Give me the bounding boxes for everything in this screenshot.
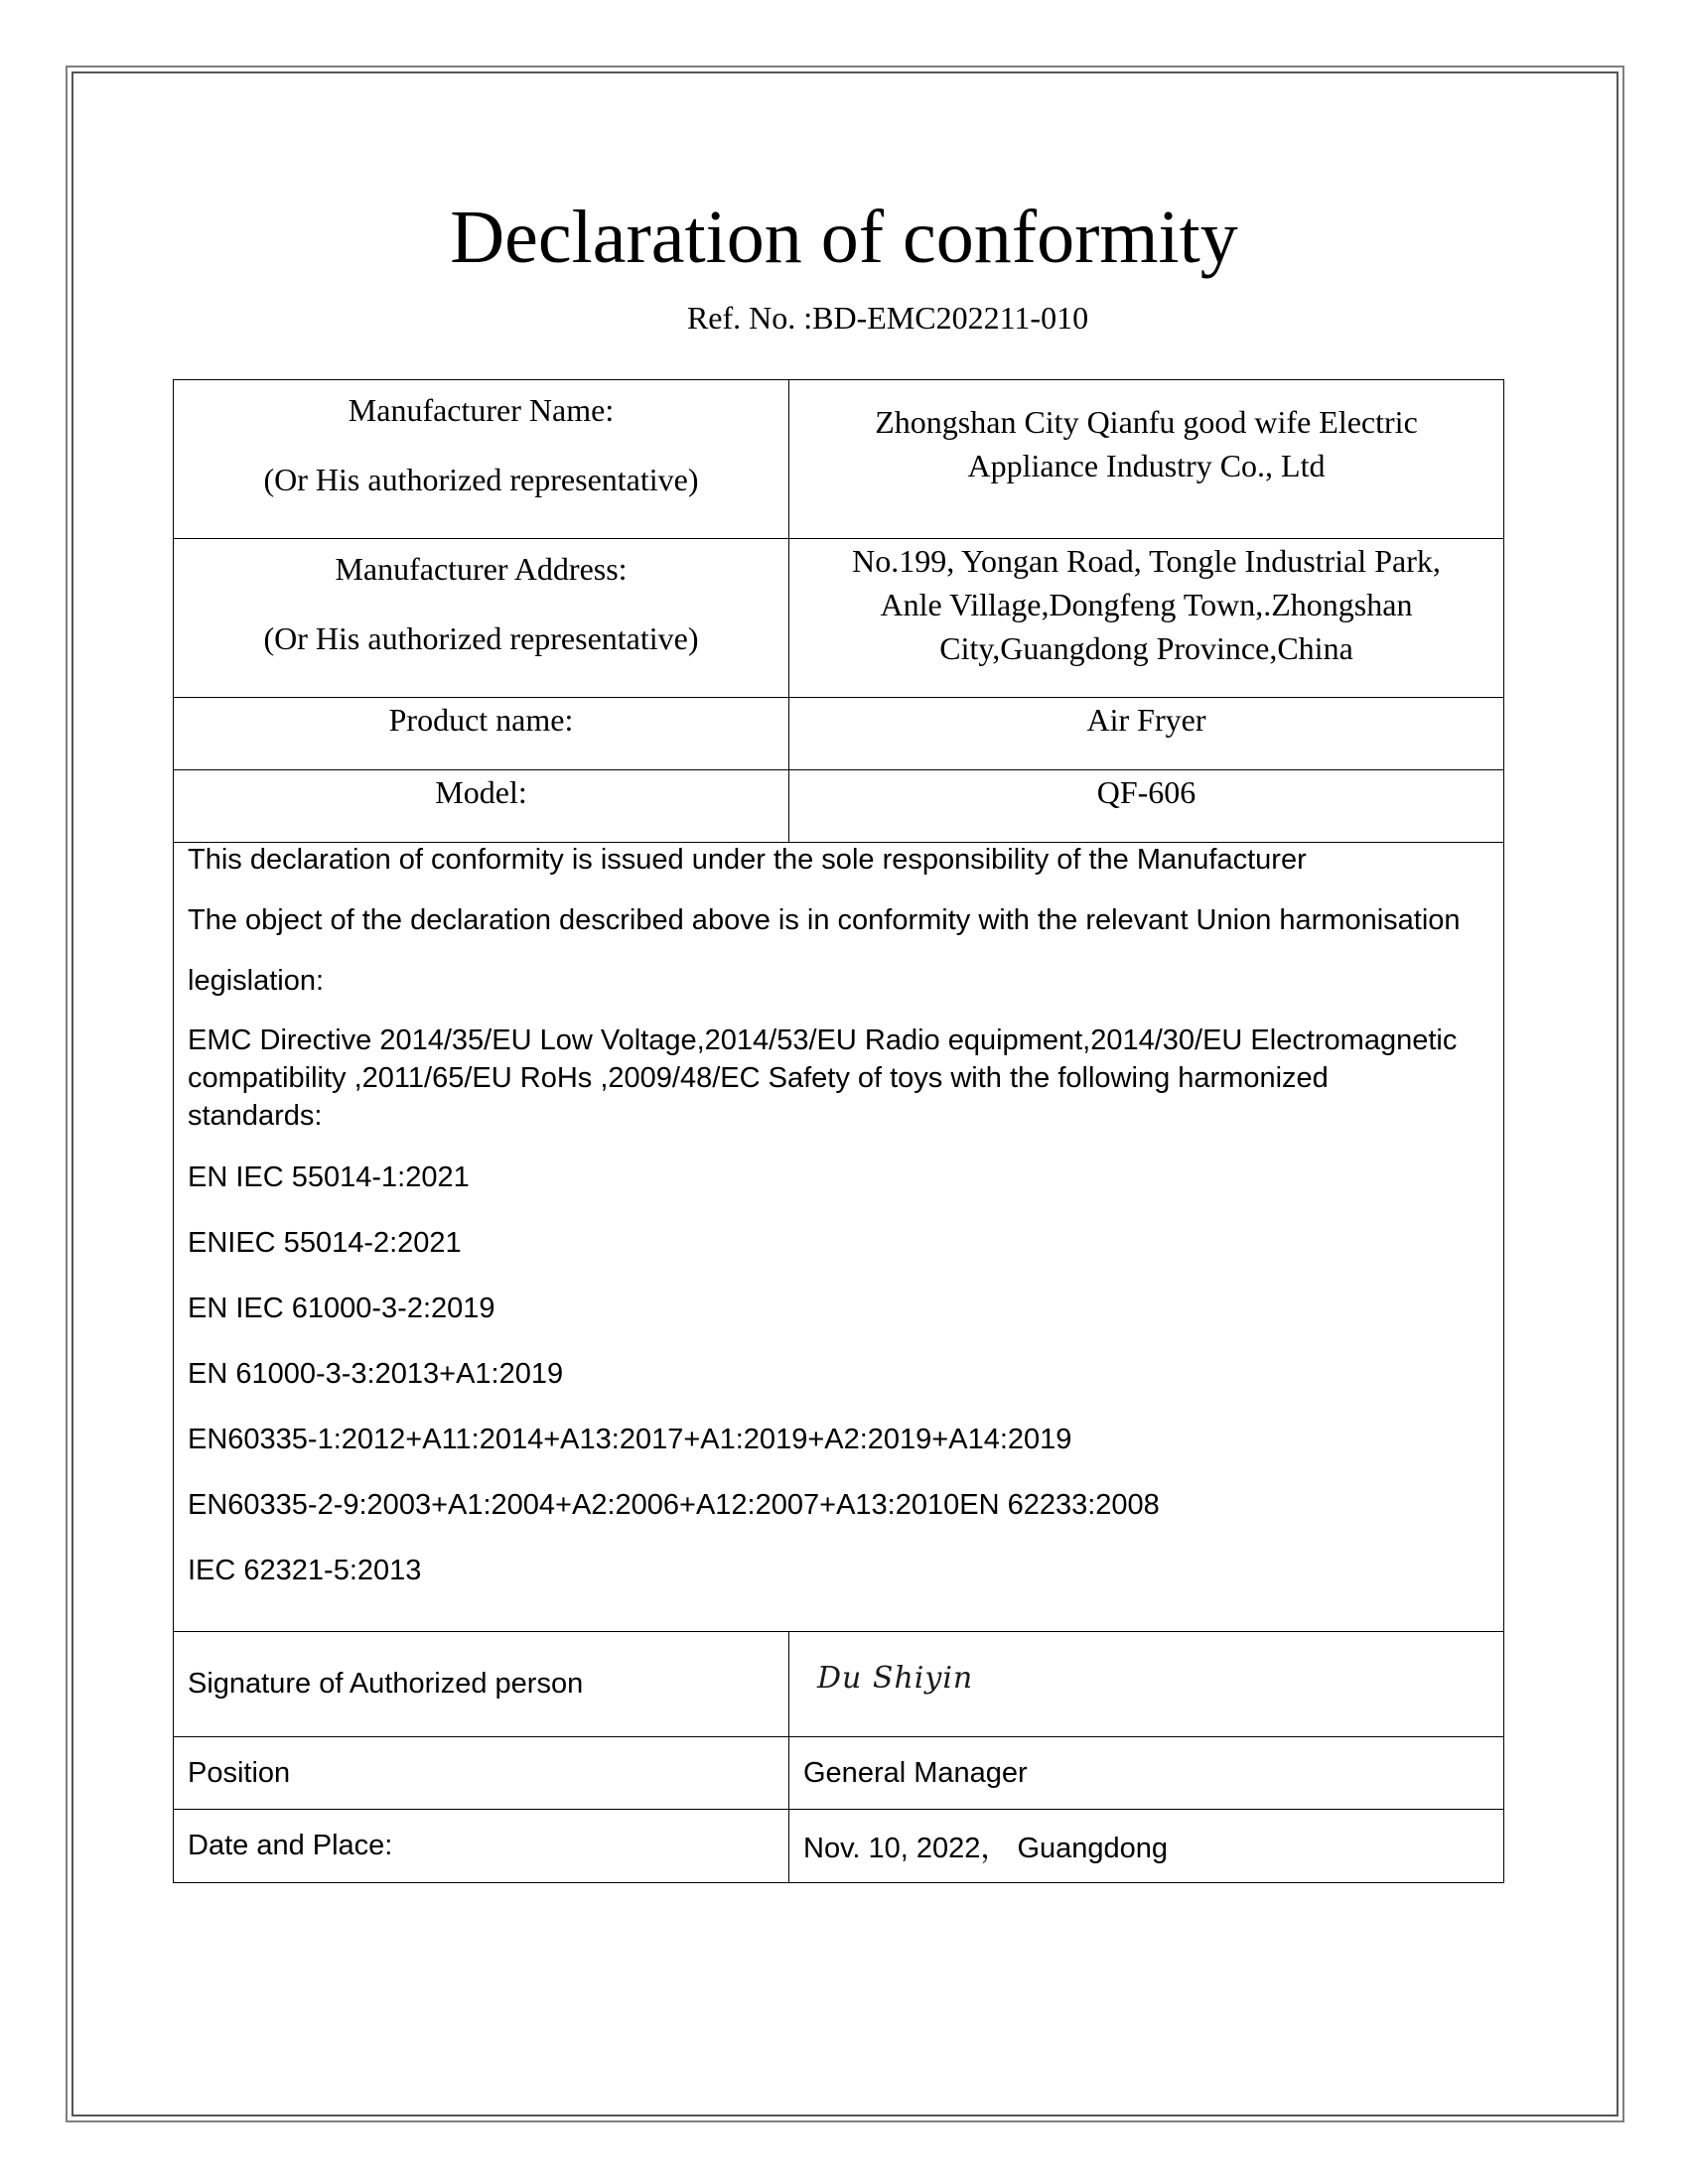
product-name-row <box>174 698 1504 770</box>
manufacturer-address-value-line3: City,Guangdong Province,China <box>939 630 1353 666</box>
statement-row <box>174 843 1504 1632</box>
manufacturer-address-value-line2: Anle Village,Dongfeng Town,.Zhongshan <box>880 587 1413 622</box>
statement-line-2: The object of the declaration described above is in conformity with the relevant Union harmonisation <box>188 904 1461 936</box>
date-place-label-cell <box>174 1810 789 1883</box>
statement-cell <box>174 843 1504 1632</box>
manufacturer-name-row <box>174 380 1504 539</box>
standard-item: EN IEC 55014-1:2021 <box>188 1161 470 1193</box>
position-label: Position <box>188 1756 291 1789</box>
standard-item: EN 61000-3-3:2013+A1:2019 <box>188 1358 564 1390</box>
date-place-label: Date and Place: <box>188 1830 393 1861</box>
standard-item: IEC 62321-5:2013 <box>188 1555 422 1586</box>
model-label-cell <box>174 770 789 843</box>
date-place-value: Nov. 10, 2022， Guangdong <box>803 1833 1169 1864</box>
handwritten-signature: Du Shiyin <box>817 1661 974 1696</box>
position-value-cell <box>789 1737 1504 1810</box>
product-name-value-cell <box>789 698 1504 770</box>
manufacturer-name-label-cell <box>174 380 789 539</box>
position-label-cell <box>174 1737 789 1810</box>
manufacturer-name-value-line1: Zhongshan City Qianfu good wife Electric <box>875 404 1418 440</box>
manufacturer-address-value-cell <box>789 539 1504 698</box>
manufacturer-address-label-cell <box>174 539 789 698</box>
model-value-cell <box>789 770 1504 843</box>
manufacturer-address-row <box>174 539 1504 698</box>
position-row <box>174 1737 1504 1810</box>
product-name-label-cell <box>174 698 789 770</box>
standard-item: EN IEC 61000-3-2:2019 <box>188 1293 495 1324</box>
manufacturer-name-value-cell <box>789 380 1504 539</box>
reference-number: Ref. No. :BD-EMC202211-010 <box>686 300 1089 336</box>
signature-row <box>174 1632 1504 1737</box>
manufacturer-address-value-line1: No.199, Yongan Road, Tongle Industrial Park, <box>852 543 1441 579</box>
model-value: QF-606 <box>1096 774 1196 810</box>
standard-item: ENIEC 55014-2:2021 <box>188 1227 462 1259</box>
manufacturer-address-label: Manufacturer Address: <box>335 551 628 587</box>
signature-label: Signature of Authorized person <box>188 1668 584 1700</box>
statement-line-3: legislation: <box>188 965 325 997</box>
document-title: Declaration of conformity <box>450 196 1238 279</box>
directives-line-3: standards: <box>188 1100 323 1132</box>
product-name-value: Air Fryer <box>1086 702 1206 738</box>
manufacturer-name-label: Manufacturer Name: <box>348 392 615 428</box>
standard-item: EN60335-2-9:2003+A1:2004+A2:2006+A12:2007+A13:2010EN 62233:2008 <box>188 1489 1160 1521</box>
model-row <box>174 770 1504 843</box>
position-value: General Manager <box>803 1756 1028 1789</box>
statement-line-1: This declaration of conformity is issued under the sole responsibility of the Manufacturer <box>188 844 1307 876</box>
manufacturer-name-sublabel: (Or His authorized representative) <box>263 462 699 497</box>
date-place-row <box>174 1810 1504 1883</box>
manufacturer-name-value-line2: Appliance Industry Co., Ltd <box>967 448 1326 483</box>
signature-label-cell <box>174 1632 789 1737</box>
directives-line-1: EMC Directive 2014/35/EU Low Voltage,2014/53/EU Radio equipment,2014/30/EU Electromagnetic <box>188 1024 1458 1056</box>
standard-item: EN60335-1:2012+A11:2014+A13:2017+A1:2019+A2:2019+A14:2019 <box>188 1424 1072 1455</box>
directives-line-2: compatibility ,2011/65/EU RoHs ,2009/48/EC Safety of toys with the following harmonized <box>188 1062 1329 1094</box>
model-label: Model: <box>435 774 527 810</box>
declaration-table <box>173 379 1504 1883</box>
product-name-label: Product name: <box>388 702 574 738</box>
manufacturer-address-sublabel: (Or His authorized representative) <box>263 620 699 656</box>
signature-value-cell <box>789 1632 1504 1737</box>
date-place-value-cell <box>789 1810 1504 1883</box>
